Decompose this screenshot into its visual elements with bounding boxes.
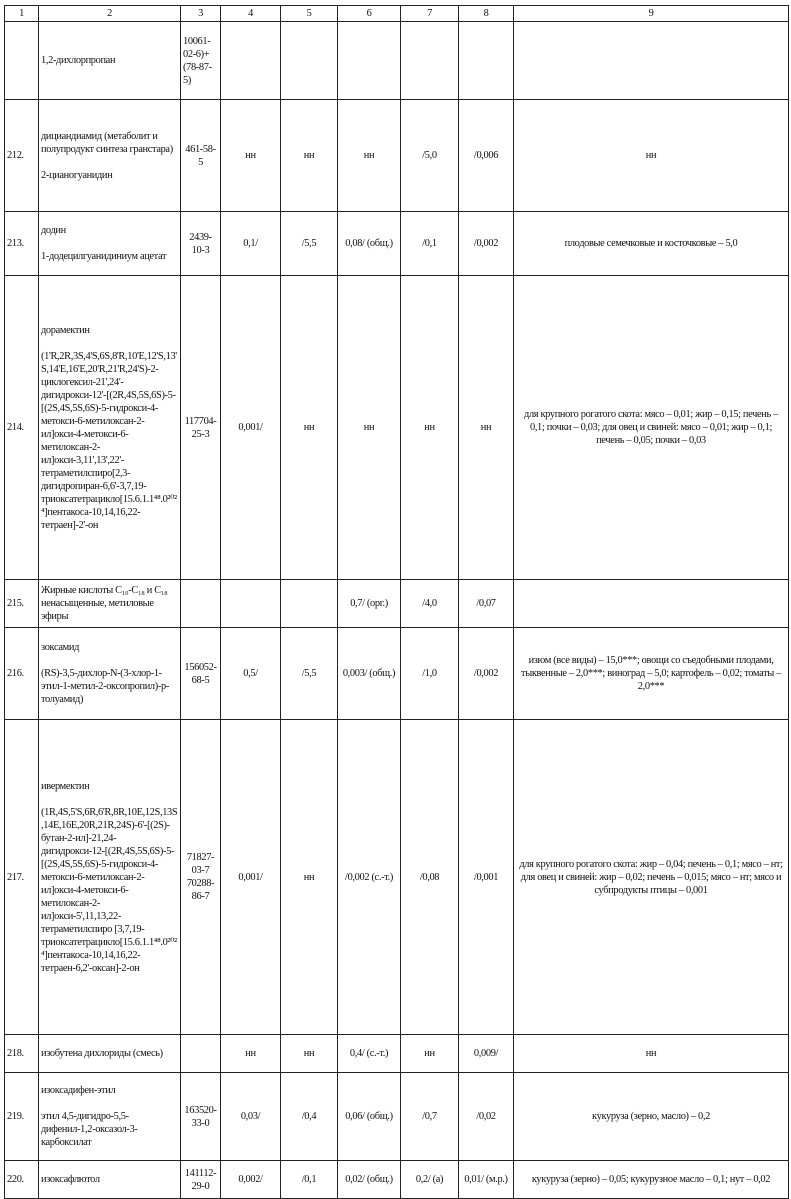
cas-number: 2439-10-3 [181,212,221,276]
cas-number: 461-58-5 [181,100,221,212]
value-col-7: /0,08 [401,720,459,1035]
residue-limits: для крупного рогатого скота: мясо – 0,01; жир – 0,15; печень – 0,1; почки – 0,03; для овец и свиней: мясо – 0,01; жир – 0,1; печень – 0,05; почки – 0,03 [514,276,789,580]
substance-name-line: ивермектин [41,780,90,792]
value-col-5 [281,22,338,100]
substance-synonym: этил 4,5-дигидро-5,5-дифенил-1,2-оксазол-3-карбоксилат [41,1111,138,1148]
value-col-4: нн [221,100,281,212]
value-col-5: /5,5 [281,212,338,276]
table-row [5,1035,789,1073]
value-col-8: 0,01/ (м.р.) [459,1161,514,1199]
value-col-7: /4,0 [401,580,459,628]
substance-name-line: изобутена дихлориды (смесь) [41,1048,163,1059]
value-col-8: /0,006 [459,100,514,212]
row-number [5,22,39,100]
cas-number: 71827-03-7 70288-86-7 [181,720,221,1035]
value-col-4: 0,03/ [221,1073,281,1161]
value-col-8: /0,002 [459,212,514,276]
table-row [5,276,789,580]
substance-synonym: 2-цианогуанидин [41,169,113,181]
value-col-7: нн [401,276,459,580]
row-number: 220. [5,1161,39,1199]
substance-name-line: Жирные кислоты C₁₀-C₁₈ и C₁₈ ненасыщенные, метиловые эфиры [41,585,168,622]
substance-name-line: изоксадифен-этил [41,1085,116,1096]
substance-name-line: дициандиамид (метаболит и полупродукт синтеза гранстара) [41,130,173,155]
value-col-7: 0,2/ (а) [401,1161,459,1199]
value-col-7: /0,7 [401,1073,459,1161]
table-row [5,100,789,212]
substance-name [39,100,181,212]
substance-name [39,22,181,100]
residue-limits: кукуруза (зерно, масло) – 0,2 [514,1073,789,1161]
header-col-3: 3 [181,6,221,22]
value-col-5: нн [281,276,338,580]
table-row [5,1161,789,1199]
header-col-2: 2 [39,6,181,22]
value-col-5: /0,1 [281,1161,338,1199]
table-row [5,720,789,1035]
table-row [5,212,789,276]
row-number: 216. [5,628,39,720]
value-col-7: /0,1 [401,212,459,276]
value-col-6: 0,7/ (орг.) [338,580,401,628]
value-col-6 [338,22,401,100]
header-col-8: 8 [459,6,514,22]
value-col-8: /0,002 [459,628,514,720]
value-col-8: /0,07 [459,580,514,628]
value-col-4: 0,001/ [221,276,281,580]
row-number: 215. [5,580,39,628]
value-col-6: нн [338,100,401,212]
substance-name-line: зоксамид [41,642,80,653]
substance-name [39,276,181,580]
residue-limits: для крупного рогатого скота: жир – 0,04; печень – 0,1; мясо – нт; для овец и свиней: жир – 0,02; печень – 0,015; мясо – нт; мясо и субпродукты птицы – 0,001 [514,720,789,1035]
value-col-6: нн [338,276,401,580]
row-number: 214. [5,276,39,580]
value-col-5: /5,5 [281,628,338,720]
value-col-6: /0,002 (с.-т.) [338,720,401,1035]
row-number: 218. [5,1035,39,1073]
substance-name [39,1161,181,1199]
value-col-6: 0,06/ (общ.) [338,1073,401,1161]
header-col-9: 9 [514,6,789,22]
value-col-4: 0,001/ [221,720,281,1035]
substance-name-line: 1,2-дихлорпропан [41,55,116,66]
substance-name [39,1035,181,1073]
header-col-5: 5 [281,6,338,22]
substance-name [39,580,181,628]
substance-synonym: (1R,4S,5'S,6R,6'R,8R,10E,12S,13S,14E,16E,20R,21R,24S)-6'-[(2S)-бутан-2-ил]-21,24-дигидрокси-12-[(2R,4S,5S,6S)-5-[(2S,4S,5S,6S)-5-гидрокси-4-метокси-6-метилоксан-2-ил]окси-4-метокси-6-метилоксан-2-ил]окси-5',11,13,22-тетраметилспиро [3,7,19-триоксатетрацикло[15.6.1.1⁴⁸.0²⁰²⁴]пентакоса-10,14,16,22-тетраен-6,2'-оксан]-2-он [41,806,178,974]
table-row [5,628,789,720]
header-col-4: 4 [221,6,281,22]
value-col-8: /0,001 [459,720,514,1035]
regulation-table [4,5,789,1199]
value-col-4: нн [221,1035,281,1073]
table-row [5,1073,789,1161]
value-col-4: 0,002/ [221,1161,281,1199]
value-col-7 [401,22,459,100]
substance-name [39,628,181,720]
value-col-5: нн [281,1035,338,1073]
residue-limits: кукуруза (зерно) – 0,05; кукурузное масло – 0,1; нут – 0,02 [514,1161,789,1199]
value-col-7: /1,0 [401,628,459,720]
value-col-7: /5,0 [401,100,459,212]
value-col-8: /0,02 [459,1073,514,1161]
residue-limits: нн [514,100,789,212]
residue-limits [514,22,789,100]
value-col-7: нн [401,1035,459,1073]
value-col-6: 0,003/ (общ.) [338,628,401,720]
cas-number: 10061-02-6)+(78-87-5) [181,22,221,100]
cas-number [181,1035,221,1073]
value-col-4: 0,1/ [221,212,281,276]
substance-name [39,212,181,276]
table-row [5,22,789,100]
value-col-4: 0,5/ [221,628,281,720]
cas-number: 156052-68-5 [181,628,221,720]
substance-synonym: (RS)-3,5-дихлор-N-(3-хлор-1-этил-1-метил-2-оксопропил)-p-толуамид) [41,668,169,705]
substance-name-line: изоксафлютол [41,1174,100,1185]
value-col-5: нн [281,100,338,212]
header-col-6: 6 [338,6,401,22]
cas-number: 117704-25-3 [181,276,221,580]
value-col-6: 0,02/ (общ.) [338,1161,401,1199]
substance-synonym: 1-додецилгуанидиниум ацетат [41,251,167,262]
value-col-8: 0,009/ [459,1035,514,1073]
cas-number: 141112-29-0 [181,1161,221,1199]
row-number: 212. [5,100,39,212]
substance-name-line: додин [41,225,66,236]
value-col-5: нн [281,720,338,1035]
cas-number [181,580,221,628]
header-col-1: 1 [5,6,39,22]
value-col-8 [459,22,514,100]
value-col-8: нн [459,276,514,580]
row-number: 217. [5,720,39,1035]
value-col-4 [221,22,281,100]
row-number: 219. [5,1073,39,1161]
residue-limits: плодовые семечковые и косточковые – 5,0 [514,212,789,276]
header-row [5,6,789,22]
residue-limits [514,580,789,628]
substance-synonym: (1'R,2R,3S,4'S,6S,8'R,10'E,12'S,13'S,14'E,16'E,20'R,21'R,24'S)-2-циклогексил-21',24'-дигидрокси-12'-[(2R,4S,5S,6S)-5-[(2S,4S,5S,6S)-5-гидрокси-4-метокси-6-метилоксан-2-ил]окси-4-метокси-6-метилоксан-2-ил]окси-3,11',13',22'-тетраметилспиро[2,3-дигидропиран-6,6'-3,7,19-триоксатетрацикло[15.6.1.1⁴⁸.0²⁰²⁴]пентакоса-10,14,16,22-тетраен]-2'-он [41,350,177,531]
substance-name [39,1073,181,1161]
table-row [5,580,789,628]
header-col-7: 7 [401,6,459,22]
substance-name [39,720,181,1035]
row-number: 213. [5,212,39,276]
cas-number: 163520-33-0 [181,1073,221,1161]
value-col-6: 0,08/ (общ.) [338,212,401,276]
value-col-6: 0,4/ (с.-т.) [338,1035,401,1073]
value-col-4 [221,580,281,628]
residue-limits: нн [514,1035,789,1073]
residue-limits: изюм (все виды) – 15,0***; овощи со съедобными плодами, тыквенные – 2,0***; виноград – 5,0; картофель – 0,02; томаты – 2,0*** [514,628,789,720]
value-col-5 [281,580,338,628]
substance-name-line: дорамектин [41,324,90,336]
value-col-5: /0,4 [281,1073,338,1161]
